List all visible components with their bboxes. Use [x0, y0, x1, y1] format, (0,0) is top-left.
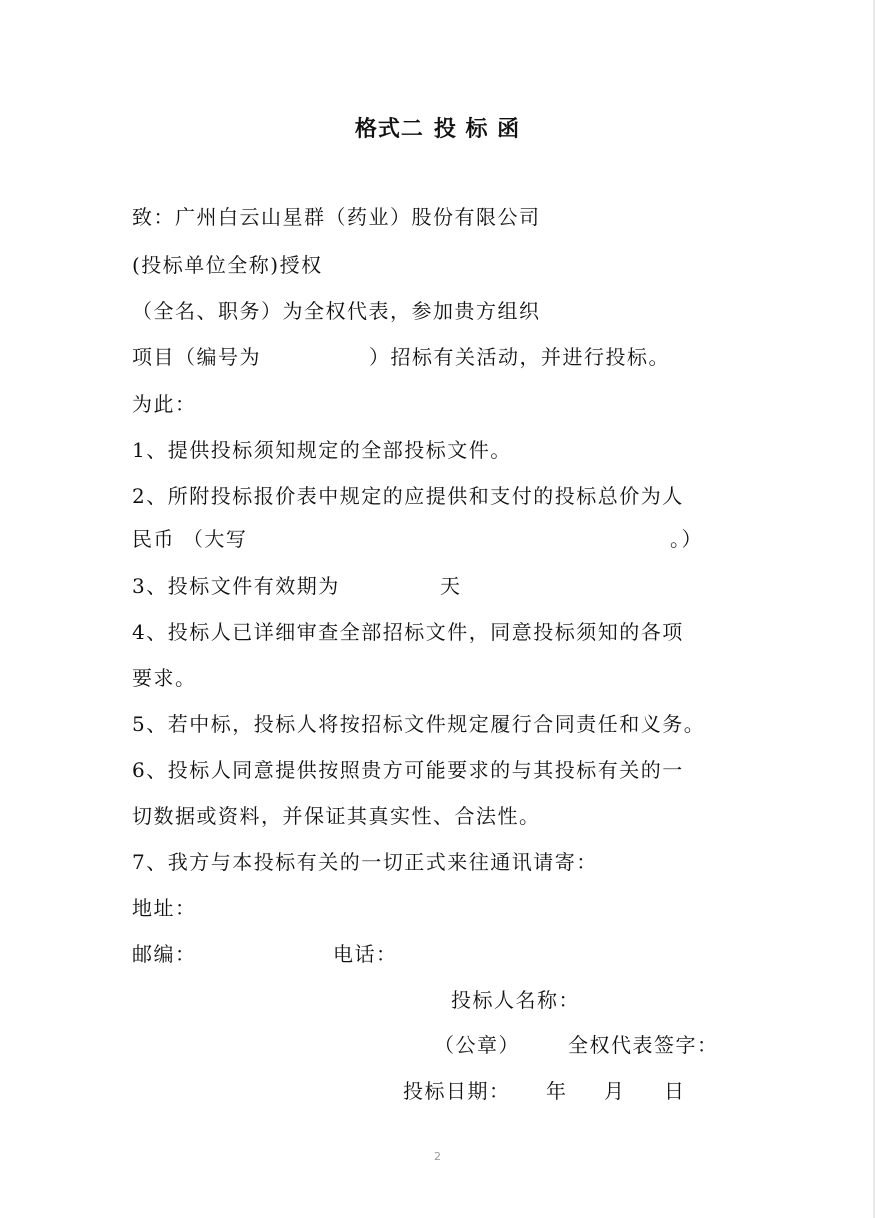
- authorization-line: (投标单位全称)授权: [132, 253, 323, 277]
- bid-date-label: 投标日期：: [403, 1079, 511, 1103]
- item-1: 1、提供投标须知规定的全部投标文件。: [132, 438, 512, 462]
- item-2-line-2: [132, 525, 247, 553]
- seal-label: （公章）: [434, 1033, 520, 1057]
- project-suffix: ）招标有关活动，并进行投标。: [369, 345, 670, 369]
- signature-label: 全权代表签字：: [568, 1033, 719, 1057]
- postcode-label: 邮编：: [132, 942, 197, 966]
- project-line: [132, 343, 670, 371]
- item-5: 5、若中标，投标人将按招标文件规定履行合同责任和义务。: [132, 712, 706, 736]
- item-4-line-2: 要求。: [132, 666, 197, 690]
- year-label: 年: [546, 1079, 568, 1103]
- recipient-line: 致：广州白云山星群（药业）股份有限公司: [132, 205, 541, 229]
- item-4-line-1: 4、投标人已详细审查全部招标文件，同意投标须知的各项: [132, 620, 684, 644]
- item-7: 7、我方与本投标有关的一切正式来往通讯请寄：: [132, 850, 598, 874]
- item-6-line-2: 切数据或资料，并保证其真实性、合法性。: [132, 804, 541, 828]
- address-label: 地址：: [132, 896, 197, 920]
- validity-days-label: 天: [440, 574, 462, 598]
- validity-prefix: 3、投标文件有效期为: [132, 574, 340, 598]
- amount-suffix: 。）: [670, 527, 703, 551]
- page-number: 2: [434, 1150, 441, 1163]
- item-6-line-1: 6、投标人同意提供按照贵方可能要求的与其投标有关的一: [132, 758, 684, 782]
- month-label: 月: [604, 1079, 626, 1103]
- bidder-name-label: 投标人名称：: [451, 988, 580, 1012]
- document-title: [0, 112, 875, 143]
- therefore-line: 为此：: [132, 392, 197, 416]
- item-3: [132, 572, 340, 600]
- phone-label: 电话：: [333, 942, 398, 966]
- amount-prefix: 民币 （大写: [132, 527, 248, 551]
- representative-line: （全名、职务）为全权代表，参加贵方组织: [132, 299, 541, 323]
- title-format-label: 格式二: [354, 116, 424, 142]
- day-label: 日: [664, 1079, 686, 1103]
- project-prefix: 项目（编号为: [132, 345, 261, 369]
- item-2-line-1: 2、所附投标报价表中规定的应提供和支付的投标总价为人: [132, 484, 684, 508]
- title-main: 投 标 函: [433, 116, 521, 142]
